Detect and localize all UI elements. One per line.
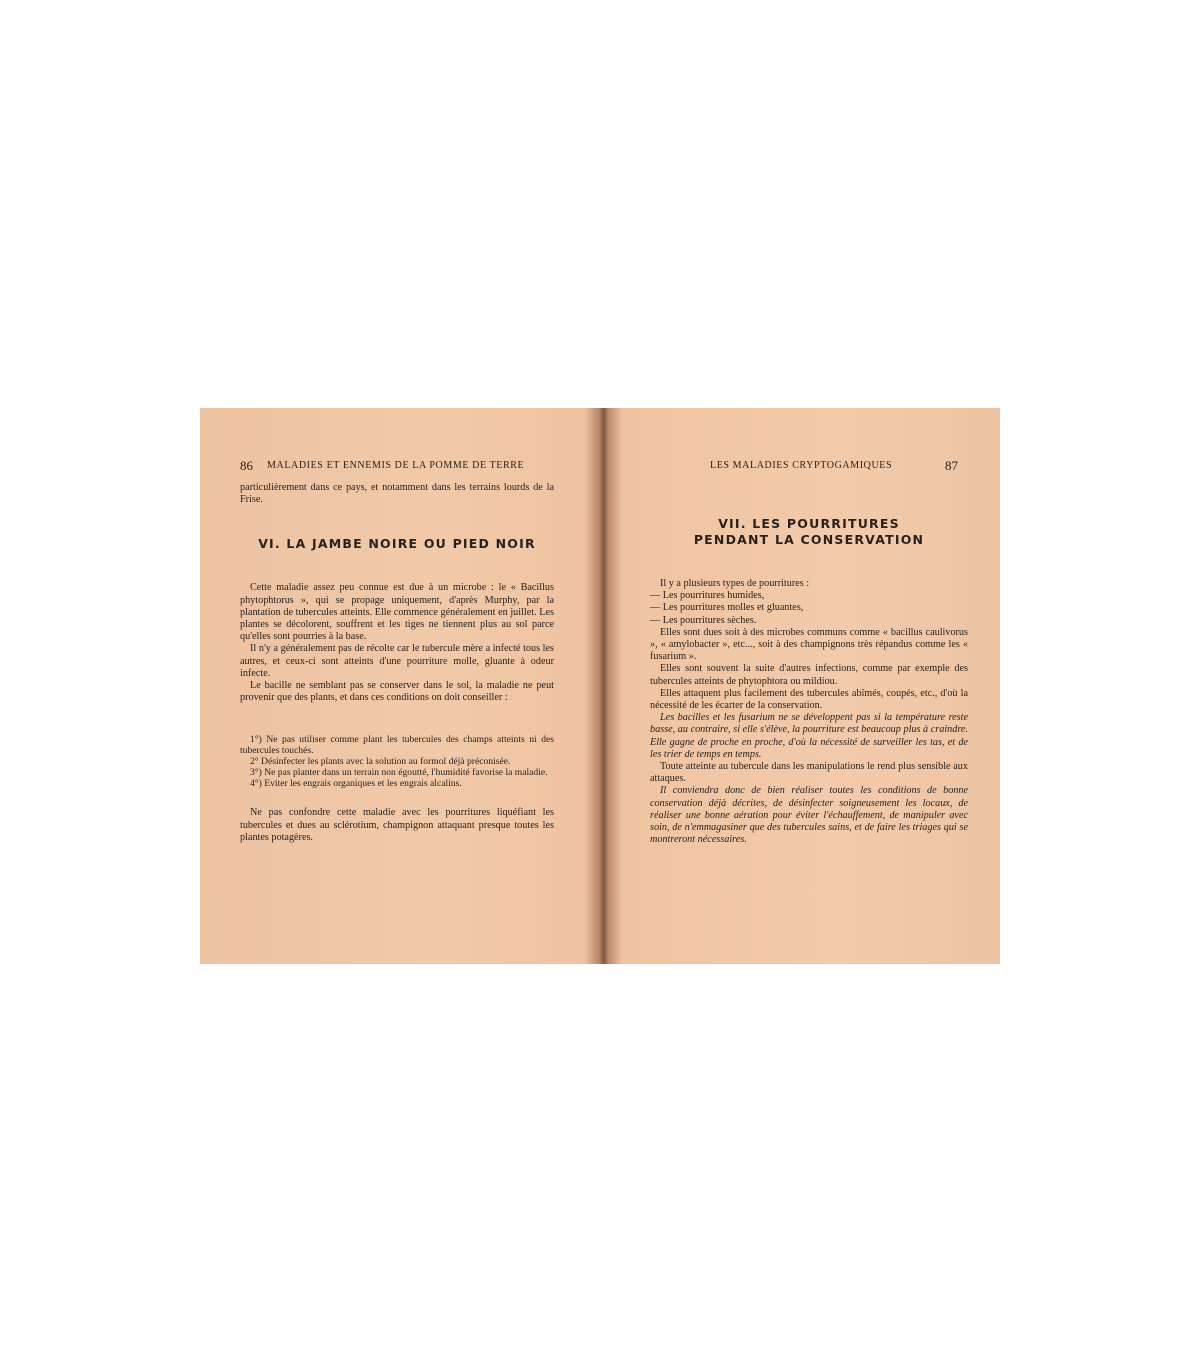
left-paragraph-3: Le bacille ne semblant pas se conserver dans le sol, la maladie ne peut provenir que des plants, et dans ces conditions on doit conseiller :	[240, 680, 554, 704]
right-running-title: LES MALADIES CRYPTOGAMIQUES	[710, 460, 893, 471]
left-intro-paragraph: particulièrement dans ce pays, et notamment dans les terrains lourds de la Frise.	[240, 482, 554, 506]
right-section-heading-line-2: PENDANT LA CONSERVATION	[693, 532, 925, 547]
right-page-number: 87	[945, 458, 958, 473]
right-paragraph-2: Elles sont dues soit à des microbes communs comme « bacillus caulivorus », « amylobacter », etc..., soit à des champignons très répandus comme les « fusarium ».	[650, 626, 968, 663]
right-paragraph-4: Elles attaquent plus facilement des tubercules abîmés, coupés, etc., d'où la nécessité de les écarter de la conservation.	[650, 687, 968, 712]
left-running-head	[240, 458, 558, 474]
book-spread	[200, 408, 1000, 964]
right-list-item: — Les pourritures humides,	[650, 590, 765, 602]
left-page-number: 86	[240, 458, 253, 473]
left-running-title: MALADIES ET ENNEMIS DE LA POMME DE TERRE	[267, 460, 525, 471]
right-paragraph-1: Il y a plusieurs types de pourritures :	[660, 578, 810, 589]
right-page-body	[650, 516, 968, 846]
left-section-heading: VI. LA JAMBE NOIRE OU PIED NOIR	[258, 536, 536, 552]
left-page-body	[240, 482, 554, 844]
left-page	[200, 408, 600, 964]
right-list-item: — Les pourritures sèches.	[650, 614, 757, 626]
right-paragraph-6: Toute atteinte au tubercule dans les manipulations le rend plus sensible aux attaques.	[650, 761, 968, 785]
left-advice-item: 4°) Eviter les engrais organiques et les engrais alcalins.	[250, 778, 462, 790]
right-list-item: — Les pourritures molles et gluantes,	[650, 602, 804, 614]
left-advice-list	[240, 734, 554, 789]
left-paragraph-1: Cette maladie assez peu connue est due à un microbe : le « Bacillus phytophtorus », qui se propage uniquement, d'après Murphy, par la plantation de tubercules atteints. Elle commence généralement en juillet. Les plantes se décolorent, souffrent et les tiges ne tiennent plus au sol parce qu'elles sont pourries à la base.	[240, 582, 554, 643]
right-paragraph-5: Les bacilles et les fusarium ne se développent pas si la température reste basse, au contraire, si elle s'élève, la pourriture est beaucoup plus à craindre. Elle gagne de proche en proche, d'où la nécessité de surveiller les tas, et de les trier de temps en temps.	[650, 712, 968, 760]
right-page	[600, 408, 1000, 964]
right-rot-type-list	[650, 590, 968, 627]
left-advice-item: 1°) Ne pas utiliser comme plant les tubercules des champs atteints ni des tubercules touchés.	[240, 734, 554, 757]
left-paragraph-2: Il n'y a généralement pas de récolte car le tubercule mère a infecté tous les autres, et ceux-ci sont atteints d'une pourriture molle, gluante à odeur infecte.	[240, 643, 554, 679]
left-advice-item: 2° Désinfecter les plants avec la solution au formol déjà préconisée.	[250, 756, 511, 768]
right-section-heading-line-1: VII. LES POURRITURES	[718, 516, 900, 531]
right-paragraph-7: Il conviendra donc de bien réaliser toutes les conditions de bonne conservation déjà décrites, de désinfecter soigneusement les locaux, de réaliser une bonne aération pour éviter l'échauffement, de manipuler avec soin, de n'emmagasiner que des tubercules sains, et de faire les triages qui se montreront nécessaires.	[650, 785, 968, 846]
left-paragraph-4: Ne pas confondre cette maladie avec les pourritures liquéfiant les tubercules et dues au sclérotium, champignon attaquant presque toutes les plantes potagères.	[240, 807, 554, 843]
right-running-head	[710, 458, 958, 474]
right-paragraph-3: Elles sont souvent la suite d'autres infections, comme par exemple des tubercules atteints de phytophtora ou mildiou.	[650, 663, 968, 687]
left-advice-item: 3°) Ne pas planter dans un terrain non égoutté, l'humidité favorise la maladie.	[250, 767, 548, 779]
